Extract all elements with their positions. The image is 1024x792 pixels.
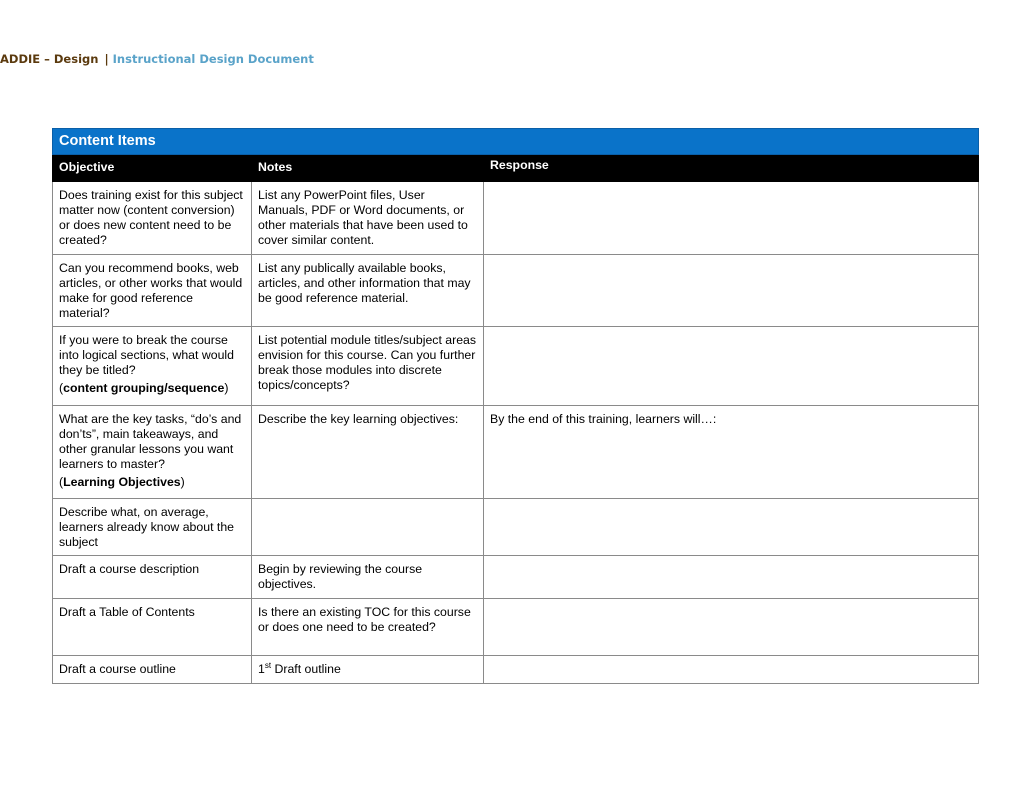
objective-cell [53,406,252,499]
table-row [53,327,979,406]
table-row [53,182,979,255]
response-cell[interactable] [484,255,979,327]
objective-tag: (content grouping/sequence) [59,381,229,395]
objective-cell: Describe what, on average, learners already know about the subject [53,499,252,556]
header-document-title: Instructional Design Document [112,52,314,66]
notes-cell: Begin by reviewing the course objectives. [252,556,484,599]
objective-text: If you were to break the course into logical sections, what would they be titled? [59,333,234,377]
objective-tag: (Learning Objectives) [59,475,185,489]
content-items-table [52,128,979,684]
objective-cell: Can you recommend books, web articles, or other works that would make for good reference material? [53,255,252,327]
table-title-row [53,129,979,155]
objective-tag-label: Learning Objectives [63,475,181,489]
notes-text: Draft outline [271,662,341,676]
objective-cell: Draft a course description [53,556,252,599]
notes-cell [252,656,484,684]
response-cell[interactable] [484,182,979,255]
table-row [53,599,979,656]
response-cell[interactable] [484,556,979,599]
column-header-objective: Objective [53,155,252,182]
notes-cell: Describe the key learning objectives: [252,406,484,499]
notes-cell: List any PowerPoint files, User Manuals, PDF or Word documents, or other materials that have been used to cover similar content. [252,182,484,255]
objective-cell: Draft a course outline [53,656,252,684]
response-cell[interactable] [484,599,979,656]
objective-text: What are the key tasks, “do’s and don’ts”, main takeaways, and other granular lessons you want learners to master? [59,412,242,471]
objective-cell: Does training exist for this subject matter now (content conversion) or does new content need to be created? [53,182,252,255]
response-cell[interactable] [484,327,979,406]
response-cell[interactable] [484,656,979,684]
table-row [53,255,979,327]
notes-cell: Is there an existing TOC for this course or does one need to be created? [252,599,484,656]
table-title: Content Items [53,129,979,155]
table-row [53,406,979,499]
column-header-response: Response [484,155,979,182]
notes-number: 1 [258,662,265,676]
notes-ordinal-suffix: st [264,660,272,670]
objective-tag-label: content grouping/sequence [63,381,225,395]
table-row [53,656,979,684]
column-header-notes: Notes [252,155,484,182]
table-header-row [53,155,979,182]
document-header [0,52,314,66]
notes-cell: List potential module titles/subject areas envision for this course. Can you further break those modules into discrete topics/concepts? [252,327,484,406]
objective-cell [53,327,252,406]
response-cell[interactable]: By the end of this training, learners will…: [484,406,979,499]
header-section-title: ADDIE – Design [0,52,99,66]
notes-cell [252,499,484,556]
notes-cell: List any publically available books, articles, and other information that may be good reference material. [252,255,484,327]
response-cell[interactable] [484,499,979,556]
table-row [53,499,979,556]
objective-cell: Draft a Table of Contents [53,599,252,656]
header-separator: | [104,52,109,66]
table-row [53,556,979,599]
